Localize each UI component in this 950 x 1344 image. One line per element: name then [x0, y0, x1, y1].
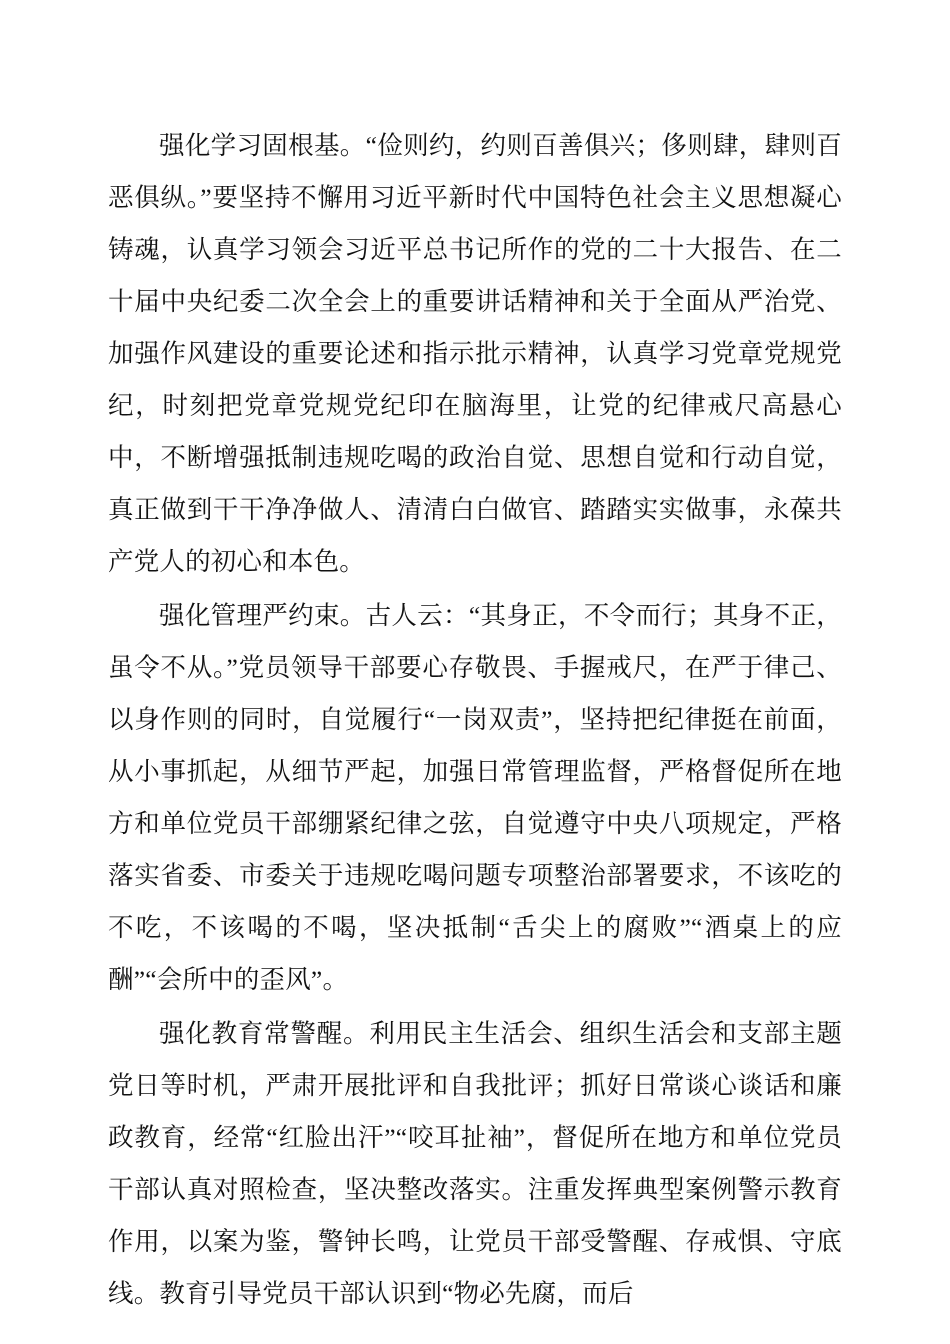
paragraph: 强化管理严约束。古人云：“其身正，不令而行；其身不正，虽令不从。”党员领导干部要心存敬畏、手握戒尺，在严于律己、以身作则的同时，自觉履行“一岗双责”，坚持把纪律挺在前面，从小事抓起，从细节严起，加强日常管理监督，严格督促所在地方和单位党员干部绷紧纪律之弦，自觉遵守中央八项规定，严格落实省委、市委关于违规吃喝问题专项整治部署要求，不该吃的不吃，不该喝的不喝，坚决抵制“舌尖上的腐败”“酒桌上的应酬”“会所中的歪风”。	[108, 601, 842, 994]
document-body	[108, 120, 842, 1320]
paragraph: 强化教育常警醒。利用民主生活会、组织生活会和支部主题党日等时机，严肃开展批评和自我批评；抓好日常谈心谈话和廉政教育，经常“红脸出汗”“咬耳扯袖”，督促所在地方和单位党员干部认真对照检查，坚决整改落实。注重发挥典型案例警示教育作用，以案为鉴，警钟长鸣，让党员干部受警醒、存戒惧、守底线。教育引导党员干部认识到“物必先腐，而后	[108, 1019, 842, 1308]
paragraph: 强化学习固根基。“俭则约，约则百善俱兴；侈则肆，肆则百恶俱纵。”要坚持不懈用习近平新时代中国特色社会主义思想凝心铸魂，认真学习领会习近平总书记所作的党的二十大报告、在二十届中央纪委二次全会上的重要讲话精神和关于全面从严治党、加强作风建设的重要论述和指示批示精神，认真学习党章党规党纪，时刻把党章党规党纪印在脑海里，让党的纪律戒尺高悬心中，不断增强抵制违规吃喝的政治自觉、思想自觉和行动自觉，真正做到干干净净做人、清清白白做官、踏踏实实做事，永葆共产党人的初心和本色。	[108, 131, 842, 576]
